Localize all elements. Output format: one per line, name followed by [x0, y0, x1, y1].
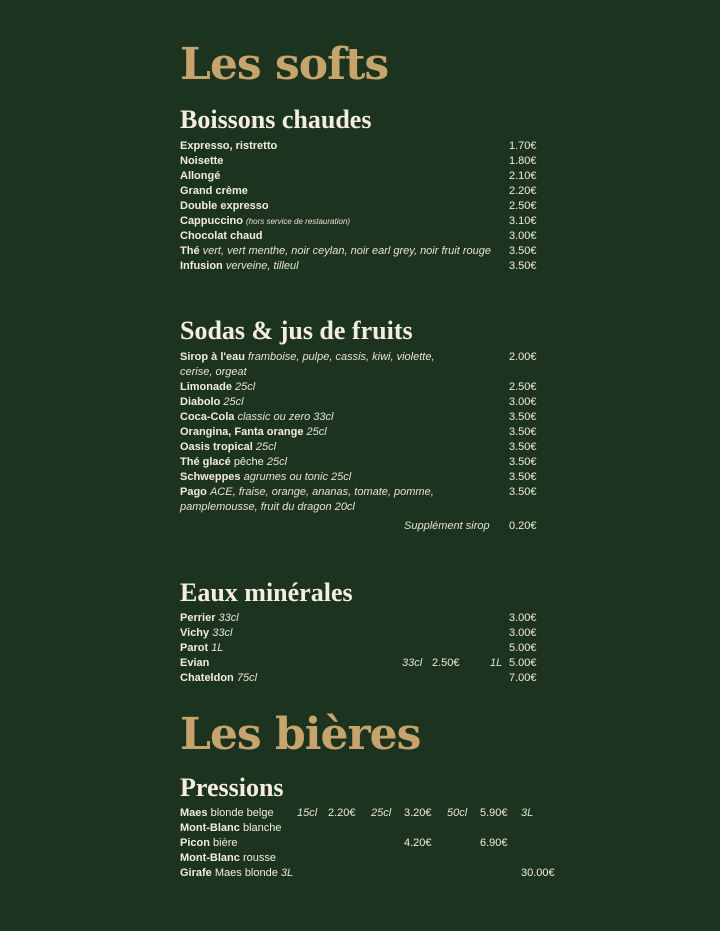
item-text	[180, 381, 255, 393]
menu-item	[180, 244, 580, 259]
menu-item	[180, 455, 580, 470]
item-name: Thé	[180, 245, 200, 257]
size-price: 3.20€	[404, 807, 432, 819]
item-description: 25cl	[223, 396, 244, 408]
item-name: Mont-Blanc	[180, 822, 240, 834]
item-price: 1.70€	[509, 140, 537, 152]
item-description: 25cl	[266, 456, 288, 468]
size-price: 5.90€	[480, 807, 508, 819]
item-name: Orangina, Fanta orange	[180, 426, 304, 438]
item-price: 3.00€	[509, 396, 537, 408]
menu-item	[180, 154, 580, 169]
item-price: 3.50€	[509, 245, 537, 257]
item-name: Thé glacé	[180, 456, 231, 468]
menu-item	[180, 259, 580, 274]
supplement-price: 0.20€	[509, 520, 537, 532]
item-text	[180, 426, 327, 438]
item-description: 33cl	[212, 627, 233, 639]
item-text	[180, 456, 287, 468]
item-text	[180, 260, 299, 272]
size-label: 3L	[521, 807, 534, 819]
item-variant: bière	[213, 837, 238, 849]
title-les-bieres: Les bières	[180, 709, 421, 760]
item-price: 3.10€	[509, 215, 537, 227]
item-text	[180, 185, 248, 197]
item-price: 3.50€	[509, 441, 537, 453]
item-name: Infusion	[180, 260, 223, 272]
item-price: 2.10€	[509, 170, 537, 182]
item-variant: pêche	[233, 456, 264, 468]
item-description: 1L	[211, 642, 224, 654]
menu-item	[180, 425, 580, 440]
item-description: 25cl	[255, 441, 277, 453]
size-price: 6.90€	[480, 837, 508, 849]
item-price: 3.50€	[509, 471, 537, 483]
menu-item	[180, 139, 580, 154]
list-boissons-chaudes	[180, 139, 580, 274]
item-text	[180, 837, 237, 849]
menu-item	[180, 350, 580, 380]
item-name: Evian	[180, 657, 210, 669]
heading-eaux-minerales: Eaux minérales	[180, 578, 353, 607]
list-eaux	[180, 611, 580, 686]
size-price: 30.00€	[521, 867, 555, 879]
menu-item	[180, 656, 580, 671]
item-variant: Maes blonde	[214, 867, 278, 879]
item-text	[180, 215, 350, 227]
item-price: 5.00€	[509, 657, 537, 669]
item-name: Pago	[180, 486, 207, 498]
item-text	[180, 200, 269, 212]
menu-item	[180, 395, 580, 410]
heading-pressions: Pressions	[180, 773, 284, 802]
menu-item	[180, 470, 580, 485]
item-price: 7.00€	[509, 672, 537, 684]
menu-item	[180, 229, 580, 244]
item-price: 3.50€	[509, 426, 537, 438]
item-description: 25cl	[306, 426, 327, 438]
item-name: Expresso, ristretto	[180, 140, 278, 152]
size-label: 25cl	[371, 807, 392, 819]
menu-item	[180, 199, 580, 214]
menu-item	[180, 184, 580, 199]
menu-item	[180, 641, 580, 656]
item-name: Chateldon	[180, 672, 234, 684]
heading-sodas: Sodas & jus de fruits	[180, 316, 413, 345]
item-price: 3.00€	[509, 230, 537, 242]
item-description: ACE, fraise, orange, ananas, tomate, pomme, pamplemousse, fruit du dragon 20cl	[180, 486, 434, 513]
item-text	[180, 441, 276, 453]
size-label: 33cl	[402, 657, 423, 669]
menu-item	[180, 671, 580, 686]
item-name: Coca-Cola	[180, 411, 235, 423]
item-price: 5.00€	[509, 642, 537, 654]
item-name: Double expresso	[180, 200, 269, 212]
menu-item	[180, 611, 580, 626]
item-text	[180, 807, 274, 819]
item-variant: blanche	[242, 822, 282, 834]
item-text	[180, 230, 263, 242]
item-description: verveine, tilleul	[225, 260, 299, 272]
size-price: 2.20€	[328, 807, 356, 819]
item-name: Diabolo	[180, 396, 221, 408]
menu-item	[180, 866, 580, 881]
item-text	[180, 627, 232, 639]
item-text	[180, 140, 277, 152]
item-text	[180, 170, 220, 182]
menu-item	[180, 410, 580, 425]
item-text	[180, 485, 450, 515]
item-text	[180, 411, 333, 423]
item-price: 3.50€	[509, 260, 537, 272]
menu-item	[180, 626, 580, 641]
item-name: Girafe	[180, 867, 212, 879]
item-text	[180, 245, 491, 257]
supplement-row	[180, 519, 580, 534]
list-pressions	[180, 806, 580, 881]
size-label: 50cl	[447, 807, 468, 819]
item-name: Oasis tropical	[180, 441, 253, 453]
menu-item	[180, 821, 580, 836]
menu-item	[180, 485, 580, 515]
menu-item	[180, 440, 580, 455]
menu-item	[180, 380, 580, 395]
menu-item	[180, 806, 580, 821]
item-note: (hors service de restauration)	[246, 217, 351, 226]
menu-item	[180, 851, 580, 866]
item-text	[180, 672, 257, 684]
item-description: agrumes ou tonic 25cl	[243, 471, 352, 483]
item-name: Grand crème	[180, 185, 248, 197]
size-label: 1L	[490, 657, 503, 669]
list-sodas	[180, 350, 580, 515]
item-variant: rousse	[242, 852, 276, 864]
item-price: 3.00€	[509, 627, 537, 639]
size-label: 15cl	[297, 807, 318, 819]
item-name: Parot	[180, 642, 209, 654]
heading-boissons-chaudes: Boissons chaudes	[180, 105, 372, 134]
menu-item	[180, 836, 580, 851]
item-description: 25cl	[235, 381, 256, 393]
item-text	[180, 612, 239, 624]
item-description: 75cl	[236, 672, 258, 684]
item-name: Vichy	[180, 627, 210, 639]
item-price: 2.00€	[509, 351, 537, 363]
item-description: classic ou zero 33cl	[237, 411, 334, 423]
item-name: Limonade	[180, 381, 232, 393]
item-description: vert, vert menthe, noir ceylan, noir earl grey, noir fruit rouge	[202, 245, 491, 257]
item-price: 3.50€	[509, 411, 537, 423]
item-text	[180, 155, 223, 167]
item-description: 3L	[280, 867, 294, 879]
item-text	[180, 657, 209, 669]
item-description: 33cl	[218, 612, 239, 624]
item-text	[180, 867, 293, 879]
title-les-softs: Les softs	[180, 39, 389, 90]
item-price: 3.50€	[509, 456, 537, 468]
item-name: Chocolat chaud	[180, 230, 263, 242]
item-name: Cappuccino	[180, 215, 243, 227]
item-text	[180, 642, 223, 654]
item-price: 1.80€	[509, 155, 537, 167]
item-description: framboise, pulpe, cassis, kiwi, violette, cerise, orgeat	[180, 351, 435, 378]
item-name: Picon	[180, 837, 210, 849]
item-name: Sirop à l'eau	[180, 351, 245, 363]
size-price: 2.50€	[432, 657, 460, 669]
item-text	[180, 350, 450, 380]
item-text	[180, 471, 351, 483]
item-name: Mont-Blanc	[180, 852, 240, 864]
item-name: Noisette	[180, 155, 224, 167]
item-price: 3.50€	[509, 486, 537, 498]
item-price: 3.00€	[509, 612, 537, 624]
item-price: 2.50€	[509, 200, 537, 212]
item-text	[180, 396, 244, 408]
item-name: Perrier	[180, 612, 216, 624]
supplement-label: Supplément sirop	[404, 520, 490, 532]
item-price: 2.20€	[509, 185, 537, 197]
menu-item	[180, 214, 580, 229]
menu-item	[180, 169, 580, 184]
item-variant: blonde belge	[210, 807, 274, 819]
item-text	[180, 822, 282, 834]
item-name: Schweppes	[180, 471, 241, 483]
item-name: Maes	[180, 807, 208, 819]
item-text	[180, 852, 276, 864]
item-name: Allongé	[180, 170, 221, 182]
size-price: 4.20€	[404, 837, 432, 849]
item-price: 2.50€	[509, 381, 537, 393]
